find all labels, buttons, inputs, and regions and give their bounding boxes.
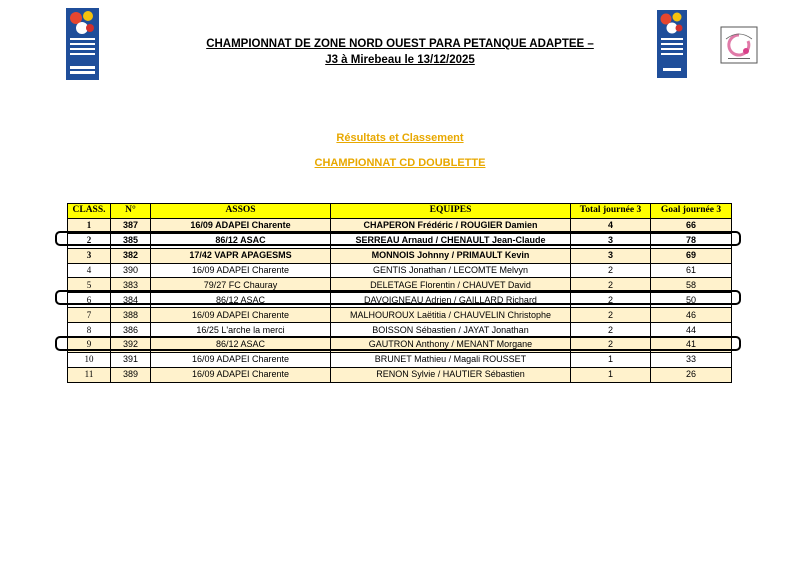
cell-goal: 78 [651,233,732,248]
cell-total: 3 [571,233,651,248]
cell-assos: 17/42 VAPR APAGESMS [151,248,331,263]
cell-goal: 26 [651,367,732,382]
col-header-class: CLASS. [68,204,111,219]
cell-number: 388 [111,308,151,323]
cell-total: 2 [571,278,651,293]
cell-assos: 16/25 L'arche la merci [151,323,331,338]
cell-number: 382 [111,248,151,263]
col-header-equipes: EQUIPES [331,204,571,219]
table-row [68,367,732,382]
title-line-1: CHAMPIONNAT DE ZONE NORD OUEST PARA PETANQUE ADAPTEE – [206,38,594,50]
cell-class: 2 [68,233,111,248]
table-header-row [68,204,732,219]
cell-equipe: SERREAU Arnaud / CHENAULT Jean-Claude [331,233,571,248]
cell-class: 4 [68,263,111,278]
cell-number: 384 [111,293,151,308]
cell-goal: 46 [651,308,732,323]
cell-equipe: DAVOIGNEAU Adrien / GAILLARD Richard [331,293,571,308]
table-row [68,263,732,278]
cell-number: 385 [111,233,151,248]
cell-total: 2 [571,308,651,323]
cell-goal: 61 [651,263,732,278]
cell-goal: 33 [651,352,732,367]
cell-class: 1 [68,218,111,233]
cell-goal: 44 [651,323,732,338]
cell-goal: 58 [651,278,732,293]
row-highlight-box [55,336,741,351]
cell-number: 387 [111,218,151,233]
cell-total: 1 [571,352,651,367]
cell-assos: 86/12 ASAC [151,338,331,353]
cell-equipe: BOISSON Sébastien / JAYAT Jonathan [331,323,571,338]
cell-class: 6 [68,293,111,308]
cell-assos: 16/09 ADAPEI Charente [151,308,331,323]
cell-goal: 66 [651,218,732,233]
cell-class: 3 [68,248,111,263]
cell-equipe: BRUNET Mathieu / Magali ROUSSET [331,352,571,367]
table-row [68,248,732,263]
cell-number: 391 [111,352,151,367]
cell-goal: 50 [651,293,732,308]
col-header-assos: ASSOS [151,204,331,219]
cell-equipe: DELETAGE Florentin / CHAUVET David [331,278,571,293]
cell-equipe: GAUTRON Anthony / MENANT Morgane [331,338,571,353]
cell-assos: 86/12 ASAC [151,233,331,248]
cell-class: 11 [68,367,111,382]
cell-goal: 41 [651,338,732,353]
cell-number: 389 [111,367,151,382]
ffsa-nouvelle-aquitaine-logo [66,8,99,80]
col-header-number: N° [111,204,151,219]
row-highlight-box [55,290,741,305]
cell-equipe: CHAPERON Frédéric / ROUGIER Damien [331,218,571,233]
ffsa-vienne-logo [657,10,687,78]
cell-class: 9 [68,338,111,353]
cell-assos: 86/12 ASAC [151,293,331,308]
cell-total: 1 [571,367,651,382]
cell-number: 386 [111,323,151,338]
stamp-graphic [720,26,758,64]
table-row [68,308,732,323]
cell-assos: 16/09 ADAPEI Charente [151,263,331,278]
cell-equipe: MONNOIS Johnny / PRIMAULT Kevin [331,248,571,263]
table-row [68,352,732,367]
cell-total: 4 [571,218,651,233]
cell-total: 2 [571,323,651,338]
col-header-goal: Goal journée 3 [651,204,732,219]
cell-equipe: MALHOUROUX Laëtitia / CHAUVELIN Christophe [331,308,571,323]
cell-assos: 16/09 ADAPEI Charente [151,352,331,367]
ffsa-logo-graphic [657,10,687,78]
cell-equipe: GENTIS Jonathan / LECOMTE Melvyn [331,263,571,278]
cell-assos: 79/27 FC Chauray [151,278,331,293]
title-line-2: J3 à Mirebeau le 13/12/2025 [325,54,475,66]
cell-class: 7 [68,308,111,323]
cell-class: 5 [68,278,111,293]
cell-number: 392 [111,338,151,353]
cell-class: 10 [68,352,111,367]
cell-class: 8 [68,323,111,338]
cell-equipe: RENON Sylvie / HAUTIER Sébastien [331,367,571,382]
results-subtitle: Résultats et Classement [336,132,464,144]
cell-total: 2 [571,338,651,353]
cell-total: 2 [571,293,651,308]
championship-subtitle: CHAMPIONNAT CD DOUBLETTE [314,157,486,169]
cell-assos: 16/09 ADAPEI Charente [151,218,331,233]
ffsa-logo-graphic [66,8,99,80]
cell-assos: 16/09 ADAPEI Charente [151,367,331,382]
cell-number: 390 [111,263,151,278]
petanque-mirebalaise-stamp-logo [720,26,758,64]
page-title [190,36,610,68]
cell-number: 383 [111,278,151,293]
cell-total: 3 [571,248,651,263]
col-header-total: Total journée 3 [571,204,651,219]
row-highlight-box [55,231,741,246]
cell-goal: 69 [651,248,732,263]
cell-total: 2 [571,263,651,278]
